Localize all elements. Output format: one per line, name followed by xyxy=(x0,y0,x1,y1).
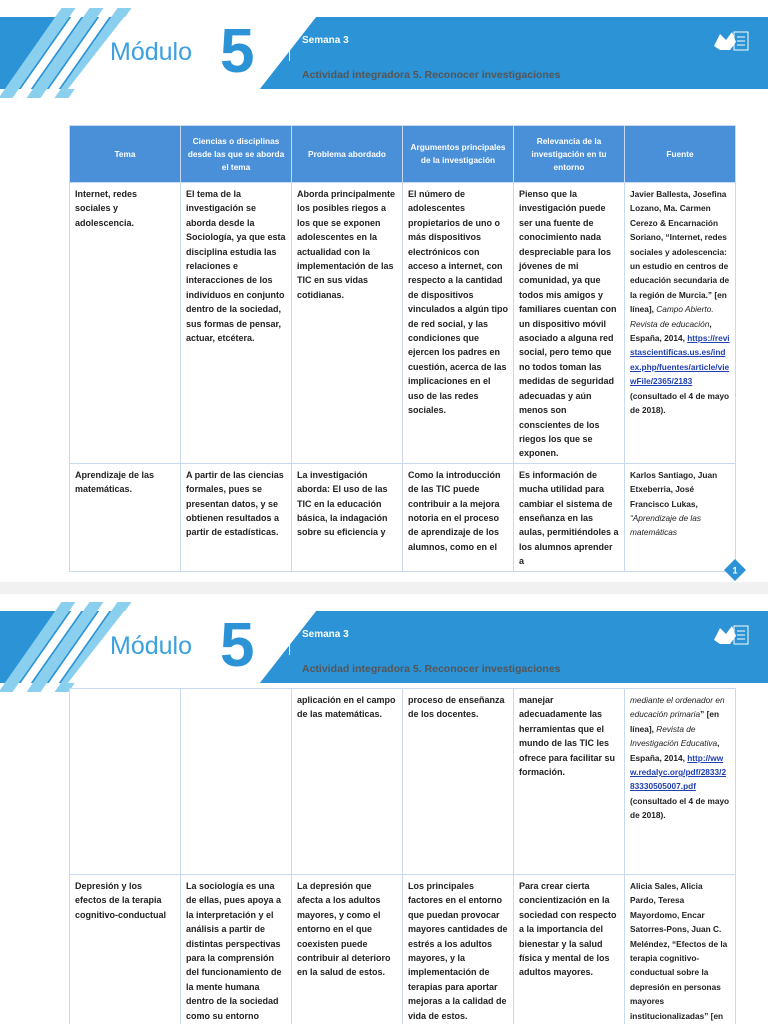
semana-label: Semana 3 xyxy=(302,629,349,640)
cell-ciencias: A partir de las ciencias formales, pues se presentan datos, y se obtienen resultados a partir de estadísticas. xyxy=(181,463,292,571)
cell-relevancia: Es información de mucha utilidad para cambiar el sistema de enseñanza en las aulas, permitiéndoles a los alumnos aprender a xyxy=(514,463,625,571)
header-divider xyxy=(289,621,290,655)
fuente-journal: Campo Abierto. Revista de educación xyxy=(630,304,714,329)
cell-tema: Internet, redes sociales y adolescencia. xyxy=(70,183,181,464)
table-header-row xyxy=(70,126,736,183)
cell-fuente: Alicia Sales, Alicia Pardo, Teresa Mayordomo, Encar Satorres-Pons, Juan C. Meléndez, “Efectos de la terapia cognitivo-conductual sobre la depresión en personas mayores institucionalizadas” [en xyxy=(625,875,736,1024)
fuente-text: Karlos Santiago, Juan Etxeberria, José Francisco Lukas, xyxy=(630,469,718,509)
research-table-continued xyxy=(69,688,736,1024)
cell-argumentos: proceso de enseñanza de los docentes. xyxy=(403,689,514,875)
cell-fuente xyxy=(625,689,736,875)
semana-label: Semana 3 xyxy=(302,35,349,46)
fuente-journal: Revista de Investigación Educativa xyxy=(630,723,718,749)
cell-relevancia: Pienso que la investigación puede ser una fuente de conocimiento nada despreciable para los jóvenes de mi comunidad, ya que todos mis amigos y familiares cuentan con un dispositivo móvil asociado a alguna red social, pero temo que no todos toman las medidas de seguridad adecuadas y aún menos son conscientes de los riegos los que se exponen. xyxy=(514,183,625,464)
cell-argumentos: Los principales factores en el entorno que puedan provocar mayores cantidades de estrés a los adultos mayores, y la implementación de terapias para aportar mejoras a la calidad de vida de estos. xyxy=(403,875,514,1024)
activity-title: Actividad integradora 5. Reconocer investigaciones xyxy=(302,663,561,675)
cell-relevancia: Para crear cierta concientización en la sociedad con respecto a la importancia del bienestar y la salud física y mental de los adultos mayores. xyxy=(514,875,625,1024)
cell-tema: Depresión y los efectos de la terapia cognitivo-conductual xyxy=(70,875,181,1024)
fuente-link[interactable]: https://revistascientificas.us.es/index.php/fuentes/article/viewFile/2365/2183 xyxy=(630,333,730,387)
table-row xyxy=(70,689,736,875)
cell-argumentos: Como la introducción de las TIC puede contribuir a la mejora notoria en el proceso de aprendizaje de los alumnos, como en el xyxy=(403,463,514,571)
page-number-badge xyxy=(724,559,746,581)
table-row xyxy=(70,183,736,464)
cell-ciencias: La sociología es una de ellas, pues apoya a la interpretación y el análisis a partir de distintas perspectivas para la comprensión del funcionamiento de la mente humana dentro de la sociedad como su entorno xyxy=(181,875,292,1024)
cell-tema: Aprendizaje de las matemáticas. xyxy=(70,463,181,571)
cell-relevancia: manejar adecuadamente las herramientas que el mundo de las TIC les ofrece para facilitar su formación. xyxy=(514,689,625,875)
institution-logo-icon xyxy=(710,620,750,650)
fuente-title: “Aprendizaje de las matemáticas xyxy=(630,512,702,538)
fuente-link[interactable]: http://www.redalyc.org/pdf/2833/283330505007.pdf xyxy=(630,752,727,792)
table-row xyxy=(70,463,736,571)
cell-problema: aplicación en el campo de las matemáticas. xyxy=(292,689,403,875)
fuente-text: (consultado el 4 de mayo de 2018). xyxy=(630,390,730,416)
page-number: 1 xyxy=(732,565,738,576)
cell-argumentos: El número de adolescentes propietarios de uno o más dispositivos electrónicos con acceso a internet, con respecto a la cantidad de dispositivos vinculados a algún tipo de red social, y las condiciones que ejercen los padres en cuestión, acerca de las implicaciones en el uso de las redes sociales. xyxy=(403,183,514,464)
cell-fuente xyxy=(625,183,736,464)
header-divider xyxy=(289,27,290,61)
cell-tema xyxy=(70,689,181,875)
header-cell: Argumentos principales de la investigación xyxy=(403,126,514,183)
cell-problema: La investigación aborda: El uso de las TIC en la educación básica, la indagación sobre su eficiencia y xyxy=(292,463,403,571)
institution-logo-icon xyxy=(710,26,750,56)
fuente-text: Javier Ballesta, Josefina Lozano, Ma. Carmen Cerezo & Encarnación Soriano, “Internet, redes sociales y adolescencia: un estudio en centros de educación secundaria de la región de Murcia.” [en línea], xyxy=(630,189,730,315)
fuente-text: ” [en línea], xyxy=(630,709,720,734)
modulo-label: Módulo xyxy=(110,38,192,66)
cell-ciencias: El tema de la investigación se aborda desde la Sociología, ya que esta disciplina estudia las relaciones e interacciones de los individuos en conjunto dentro de la sociedad, sus formas de pensar, actuar, etcétera. xyxy=(181,183,292,464)
page-2 xyxy=(0,594,768,1024)
header-cell: Fuente xyxy=(625,126,736,183)
activity-title: Actividad integradora 5. Reconocer investigaciones xyxy=(302,69,561,81)
modulo-label: Módulo xyxy=(110,632,192,660)
fuente-text: , España, 2014, xyxy=(630,318,712,344)
header-cell: Ciencias o disciplinas desde las que se aborda el tema xyxy=(181,126,292,183)
cell-problema: Aborda principalmente los posibles riegos a los que se exponen adolescentes en la actualidad con la implementación de las TIC en sus vidas cotidianas. xyxy=(292,183,403,464)
modulo-number: 5 xyxy=(220,611,255,680)
modulo-number: 5 xyxy=(220,17,255,86)
cell-ciencias xyxy=(181,689,292,875)
table-row xyxy=(70,875,736,1024)
fuente-title: mediante el ordenador en educación primaria xyxy=(630,695,725,720)
fuente-text: , España, 2014, xyxy=(630,738,720,763)
fuente-text: (consultado el 4 de mayo de 2018). xyxy=(630,795,730,821)
research-table xyxy=(69,125,736,572)
header-cell: Relevancia de la investigación en tu entorno xyxy=(514,126,625,183)
header-cell: Problema abordado xyxy=(292,126,403,183)
cell-fuente xyxy=(625,463,736,571)
cell-problema: La depresión que afecta a los adultos mayores, y como el entorno en el que coexisten puede contribuir al deterioro en la salud de estos. xyxy=(292,875,403,1024)
header-cell: Tema xyxy=(70,126,181,183)
